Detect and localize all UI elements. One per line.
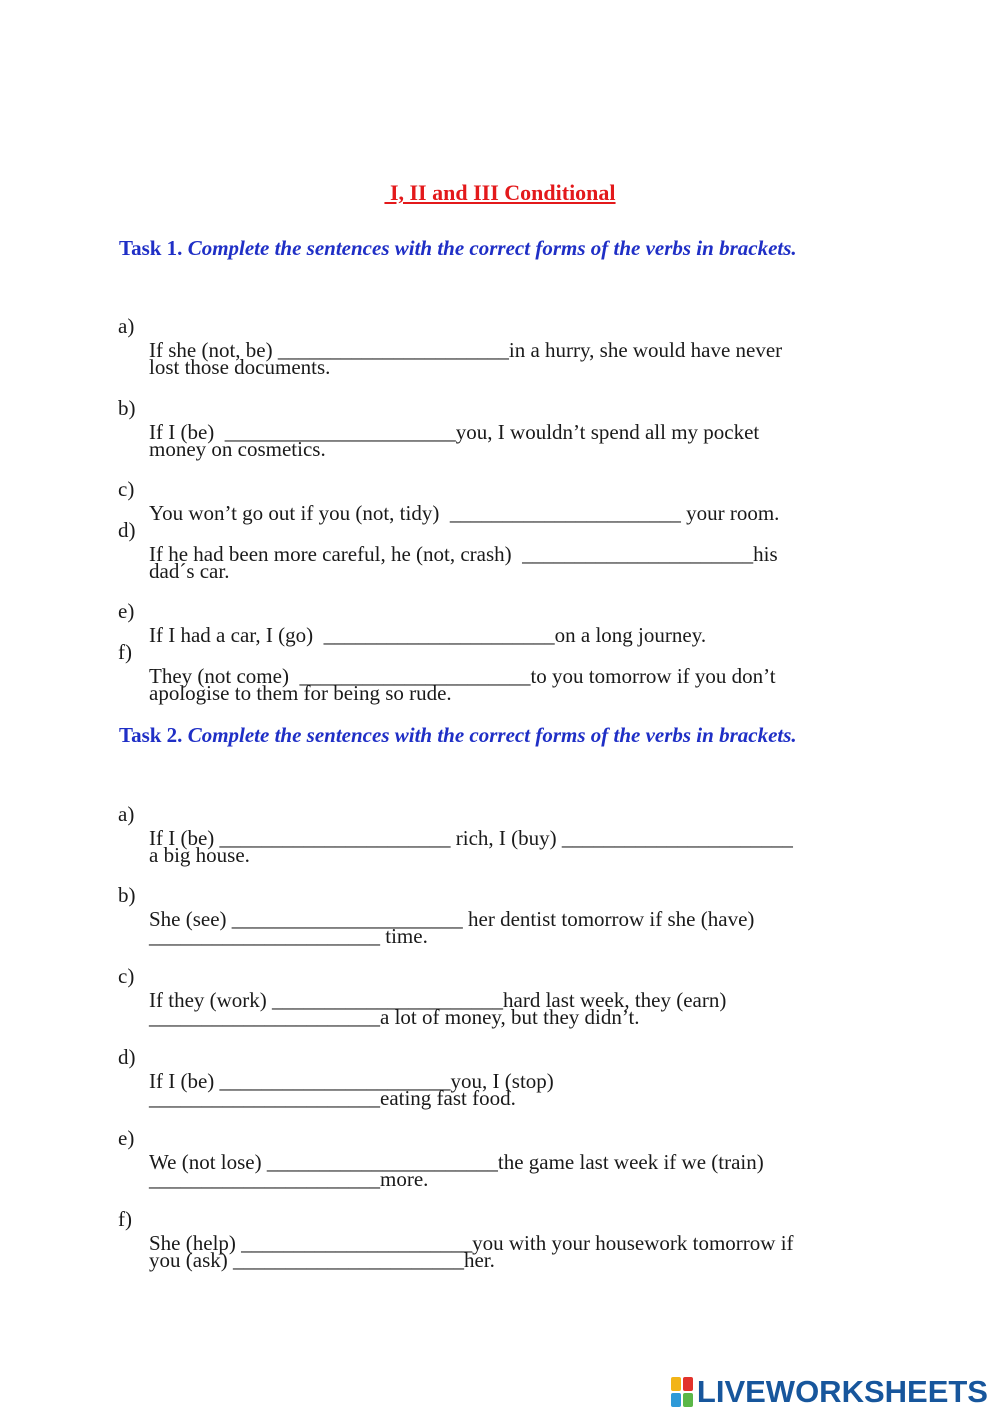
item-line1: She (see) ______________________ her dentist tomorrow if she (have) bbox=[149, 907, 755, 931]
item-line1: You won’t go out if you (not, tidy) ______________________ your room. bbox=[149, 501, 780, 525]
item-line1: They (not come) ______________________to you tomorrow if you don’t bbox=[149, 664, 776, 688]
item-letter: f) bbox=[118, 1207, 132, 1231]
item-letter: d) bbox=[118, 1045, 136, 1069]
item-line2: ______________________ time. bbox=[149, 924, 428, 948]
page-title: I, II and III Conditional bbox=[384, 180, 616, 205]
item-letter: d) bbox=[118, 518, 136, 542]
item-line1: If I had a car, I (go) ______________________on a long journey. bbox=[149, 623, 707, 647]
item-line1: If I (be) ______________________ rich, I (buy) ______________________ bbox=[149, 826, 793, 850]
item-line1: If they (work) ______________________hard last week, they (earn) bbox=[149, 988, 727, 1012]
item-letter: f) bbox=[118, 640, 132, 664]
item-line1: We (not lose) ______________________the game last week if we (train) bbox=[149, 1150, 764, 1174]
logo-grid-icon bbox=[671, 1377, 693, 1407]
item-line1: If he had been more careful, he (not, crash) ______________________his bbox=[149, 542, 778, 566]
logo-cell bbox=[683, 1377, 693, 1391]
item-line2: money on cosmetics. bbox=[149, 437, 326, 461]
item-line2: ______________________a lot of money, but they didn’t. bbox=[149, 1005, 640, 1029]
task2-label: Task 2. bbox=[119, 723, 183, 747]
item-letter: a) bbox=[118, 802, 135, 826]
item-line2: lost those documents. bbox=[149, 355, 331, 379]
item-line1: If I (be) ______________________you, I (stop) bbox=[149, 1069, 554, 1093]
task2-heading bbox=[119, 723, 797, 748]
item-letter: e) bbox=[118, 599, 135, 623]
task2-instruction: Complete the sentences with the correct forms of the verbs in brackets. bbox=[187, 723, 797, 747]
item-line2: dad´s car. bbox=[149, 559, 230, 583]
item-letter: c) bbox=[118, 964, 135, 988]
task1-heading bbox=[119, 236, 797, 261]
logo-cell bbox=[683, 1393, 693, 1407]
logo-cell bbox=[671, 1393, 681, 1407]
item-line2: ______________________eating fast food. bbox=[149, 1086, 516, 1110]
item-line1: She (help) ______________________you with your housework tomorrow if bbox=[149, 1231, 794, 1255]
liveworksheets-logo[interactable] bbox=[671, 1374, 988, 1410]
logo-brand-text: LIVEWORKSHEETS bbox=[696, 1374, 988, 1409]
item-letter: c) bbox=[118, 477, 135, 501]
item-line2: you (ask) ______________________her. bbox=[149, 1248, 495, 1272]
item-line1: If she (not, be) ______________________in a hurry, she would have never bbox=[149, 338, 783, 362]
item-letter: b) bbox=[118, 883, 136, 907]
logo-cell bbox=[671, 1377, 681, 1391]
item-letter: a) bbox=[118, 314, 135, 338]
task1-label: Task 1. bbox=[119, 236, 183, 260]
task1-item-f-cont bbox=[0, 657, 452, 705]
item-letter: b) bbox=[118, 396, 136, 420]
item-line1: If I (be) ______________________you, I wouldn’t spend all my pocket bbox=[149, 420, 760, 444]
item-line2: apologise to them for being so rude. bbox=[149, 681, 452, 705]
task1-instruction: Complete the sentences with the correct forms of the verbs in brackets. bbox=[187, 236, 797, 260]
item-line2: ______________________more. bbox=[149, 1167, 429, 1191]
item-line2: a big house. bbox=[149, 843, 250, 867]
item-letter: e) bbox=[118, 1126, 135, 1150]
